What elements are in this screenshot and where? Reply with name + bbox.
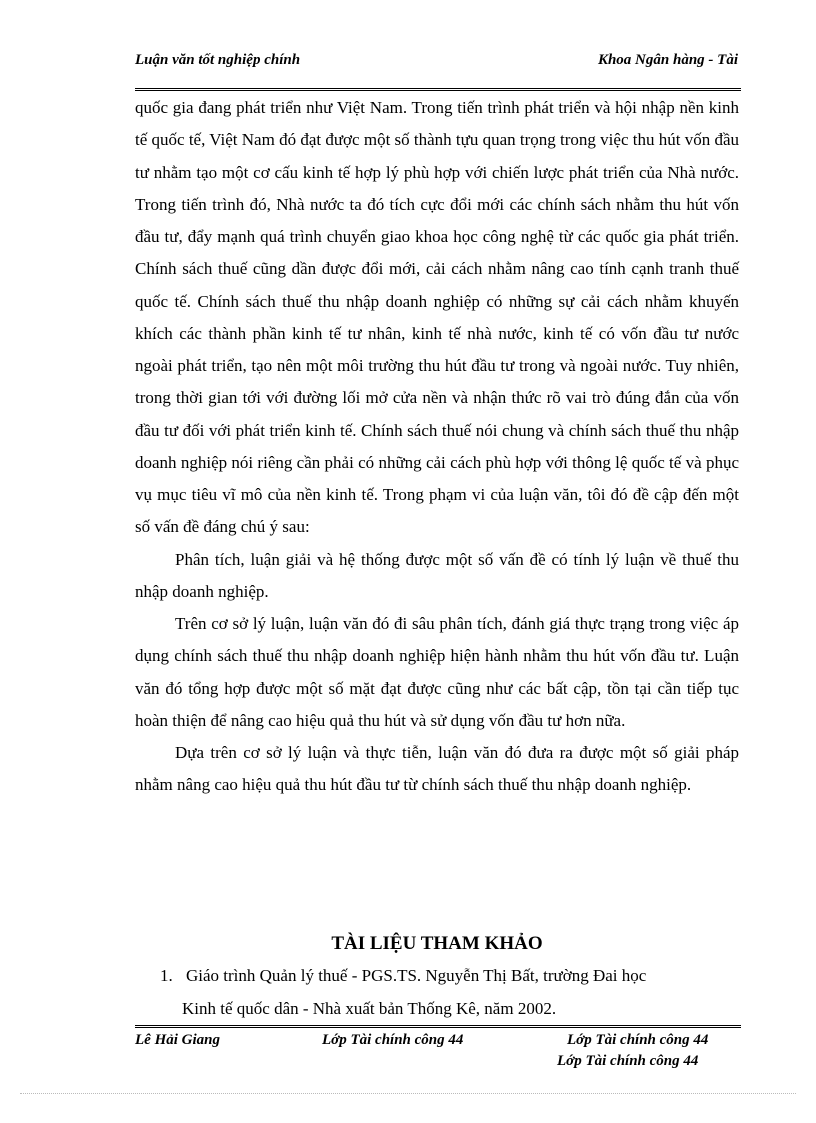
body-text — [135, 92, 739, 802]
header-divider — [135, 88, 741, 91]
paragraph-assessment: Trên cơ sở lý luận, luận văn đó đi sâu phân tích, đánh giá thực trạng trong việc áp dụng chính sách thuế thu nhập doanh nghiệp hiện hành nhằm thu hút vốn đầu tư. Luận văn đó tổng hợp được một số mặt đạt được cũng như các bất cập, tồn tại cần tiếp tục hoàn thiện để nâng cao hiệu quả thu hút và sử dụng vốn đầu tư hơn nữa. — [135, 614, 739, 730]
footer-class-right-repeat: Lớp Tài chính công 44 — [557, 1053, 699, 1069]
header-right-faculty: Khoa Ngân hàng - Tài — [597, 52, 738, 68]
reference-line-1 — [160, 960, 750, 993]
footer-class-right: Lớp Tài chính công 44 — [567, 1032, 709, 1048]
reference-text-line-1: Giáo trình Quản lý thuế - PGS.TS. Nguyễn Thị Bất, trường Đai học — [186, 966, 647, 985]
footer-author: Lê Hải Giang — [135, 1032, 220, 1048]
header-left-title: Luận văn tốt nghiệp chính — [135, 52, 301, 68]
references-heading: TÀI LIỆU THAM KHẢO — [331, 933, 543, 954]
reference-text-line-2: Kinh tế quốc dân - Nhà xuất bản Thống Kê, năm 2002. — [182, 998, 557, 1018]
page-bottom-dotted-edge — [20, 1093, 796, 1094]
footer-divider — [135, 1025, 741, 1028]
paragraph-analysis: Phân tích, luận giải và hệ thống được một số vấn đề có tính lý luận về thuế thu nhập doanh nghiệp. — [135, 549, 739, 601]
paragraph-intro: quốc gia đang phát triển như Việt Nam. Trong tiến trình phát triển và hội nhập nền kinh tế quốc tế, Việt Nam đó đạt được một số thành tựu quan trọng trong việc thu hút vốn đầu tư nhằm tạo một cơ cấu kinh tế hợp lý phù hợp với chiến lược phát triển của Nhà nước. Trong tiến trình đó, Nhà nước ta đó tích cực đổi mới các chính sách nhằm thu hút vốn đầu tư, đẩy mạnh quá trình chuyển giao khoa học công nghệ từ các quốc gia phát triển. Chính sách thuế cũng dần được đổi mới, cải cách nhằm nâng cao tính cạnh tranh thuế quốc tế. Chính sách thuế thu nhập doanh nghiệp có những sự cải cách nhằm khuyến khích các thành phần kinh tế tư nhân, kinh tế nhà nước, kinh tế có vốn đầu tư nước ngoài phát triển, tạo nên một môi trường thu hút đầu tư trong và ngoài nước. Tuy nhiên, trong thời gian tới với đường lối mở cửa nền và nhận thức rõ vai trò đúng đắn của vốn đầu tư đối với phát triển kinh tế. Chính sách thuế nói chung và chính sách thuế thu nhập doanh nghiệp nói riêng cần phải có những cải cách phù hợp với thông lệ quốc tế và phục vụ mục tiêu vĩ mô của nền kinh tế. Trong phạm vi của luận văn, tôi đó đề cập đến một số vấn đề đáng chú ý sau: — [135, 98, 739, 537]
footer-class-middle: Lớp Tài chính công 44 — [322, 1032, 464, 1048]
reference-item — [160, 960, 750, 1025]
reference-number: 1. — [160, 966, 173, 985]
paragraph-solutions: Dựa trên cơ sở lý luận và thực tiễn, luận văn đó đưa ra được một số giải pháp nhằm nâng cao hiệu quả thu hút đầu tư từ chính sách thuế thu nhập doanh nghiệp. — [135, 743, 739, 795]
